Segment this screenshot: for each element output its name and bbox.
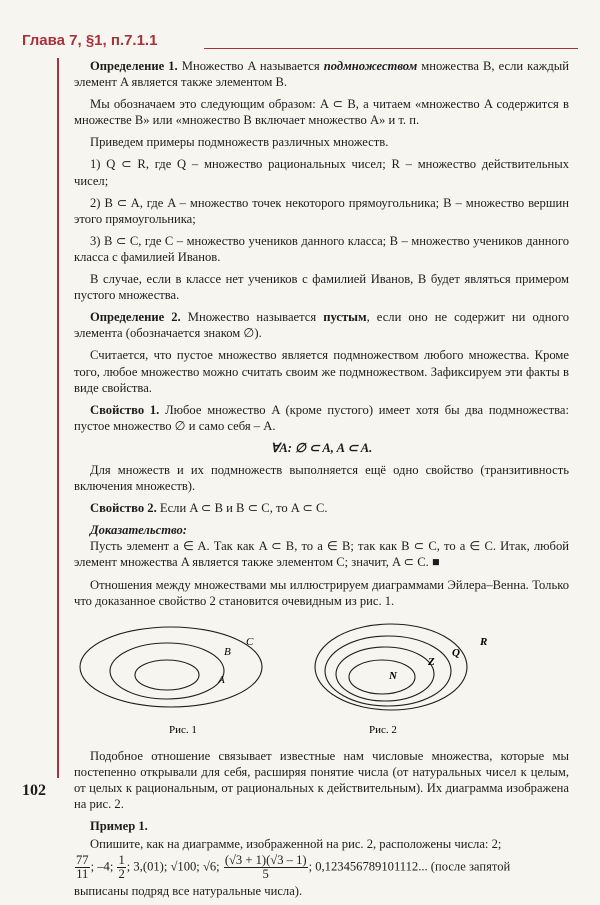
header-rule — [204, 48, 578, 49]
figure-2 — [315, 624, 467, 710]
fig1-label-a: A — [218, 673, 225, 686]
fig1-set-a — [135, 660, 199, 690]
chapter-header — [22, 32, 578, 54]
definition-2: Определение 2. Множество называется пустым, если оно не содержит ни одного элемента (обозначается знаком ∅). — [74, 310, 569, 341]
fraction-1-2: $\frac{1}{2}$ — [118, 853, 125, 882]
example-end: выписаны подряд все натуральные числа). — [74, 884, 303, 899]
fig1-label-b: B — [224, 645, 231, 658]
fig2-set-n — [349, 660, 415, 694]
example-item-2: 2) B ⊂ A, где A – множество точек некоторого прямоугольника; B – множество вершин этого прямоугольника; — [74, 195, 569, 226]
fig2-label-z: Z — [428, 655, 435, 668]
property-1-formula: ∀A: ∅ ⊂ A, A ⊂ A. — [270, 440, 373, 455]
notation-paragraph: Мы обозначаем это следующим образом: A ⊂ B, а читаем «множество A содержится в множестве B» или «множество B включает множество A» и т. п. — [74, 97, 569, 128]
fig2-label-q: Q — [452, 646, 460, 659]
page-content — [74, 58, 569, 905]
margin-rule — [57, 58, 59, 778]
euler-venn-diagrams — [74, 615, 569, 740]
examples-intro: Приведем примеры подмножеств различных множеств. — [90, 135, 389, 150]
property-1: Свойство 1. Любое множество A (кроме пустого) имеет хотя бы два подмножества: пустое множество ∅ и само себя – A. — [74, 402, 569, 433]
fig1-set-b — [110, 643, 224, 699]
fig2-label-n: N — [389, 669, 397, 682]
example-item-1: 1) Q ⊂ R, где Q – множество рациональных чисел; R – множество действительных чисел; — [74, 157, 569, 188]
fig2-caption: Рис. 2 — [369, 723, 397, 736]
fig1-label-c: C — [246, 635, 254, 648]
example-numbers: $\frac{77}{11}$ ; –4; $\frac{1}{2}$ ; 3,(01); √100; √6; $\frac{(√3 + 1)(√3 - 1)}{5}$ ; 0,123456789101112... (после запятой — [76, 853, 511, 882]
fig2-label-r: R — [480, 635, 488, 648]
proof-label: Доказательство: — [90, 523, 187, 538]
example-text: Опишите, как на диаграмме, изображенной на рис. 2, расположены числа: 2; — [90, 837, 502, 852]
euler-venn-paragraph: Отношения между множествами мы иллюстрируем диаграммами Эйлера–Венна. Только что доказанное свойство 2 становится очевидным из рис. 1. — [74, 577, 569, 608]
figure-1 — [80, 627, 262, 707]
example-item-3: 3) B ⊂ C, где C – множество учеников данного класса; B – множество учеников данного класса с фамилией Иванов. — [74, 233, 569, 264]
fig2-set-z — [336, 647, 434, 701]
empty-set-paragraph: Считается, что пустое множество является подмножеством любого множества. Кроме того, любое множество можно считать своим же подмножеством. Зафиксируем эти факты в виде свойства. — [74, 348, 569, 395]
figures — [74, 615, 569, 740]
fraction-sqrt-product: $\frac{(√3 + 1)(√3 - 1)}{5}$ — [224, 853, 307, 882]
proof-text: Пусть элемент a ∈ A. Так как A ⊂ B, то a ∈ B; так как B ⊂ C, то a ∈ C. Итак, любой элемент множества A является также элементом C; значит, A ⊂ C. ■ — [74, 539, 569, 570]
page-number: 102 — [22, 782, 46, 799]
transitivity-intro: Для множеств и их подмножеств выполняется ещё одно свойство (транзитивность включения множеств). — [74, 462, 569, 494]
chapter-title: Глава 7, §1, п.7.1.1 — [22, 32, 158, 49]
fig1-set-c — [80, 627, 262, 707]
empty-set-example: В случае, если в классе нет учеников с фамилией Иванов, B будет являться примером пустого множества. — [74, 272, 569, 303]
example-label: Пример 1. — [90, 819, 148, 834]
number-sets-paragraph: Подобное отношение связывает известные нам числовые множества, которые мы постепенно открывали для себя, расширяя понятие числа (от натуральных чисел к целым, от целых к рациональным, от рациональных к действительным). Их диаграмма изображена на рис. 2. — [74, 748, 569, 811]
fraction-77-11: $\frac{77}{11}$ — [76, 853, 89, 882]
definition-1: Определение 1. Множество A называется подмножеством множества B, если каждый элемент A является также элементом B. — [74, 59, 569, 90]
fig1-caption: Рис. 1 — [169, 723, 197, 736]
property-2: Свойство 2. Если A ⊂ B и B ⊂ C, то A ⊂ C. — [90, 501, 328, 516]
